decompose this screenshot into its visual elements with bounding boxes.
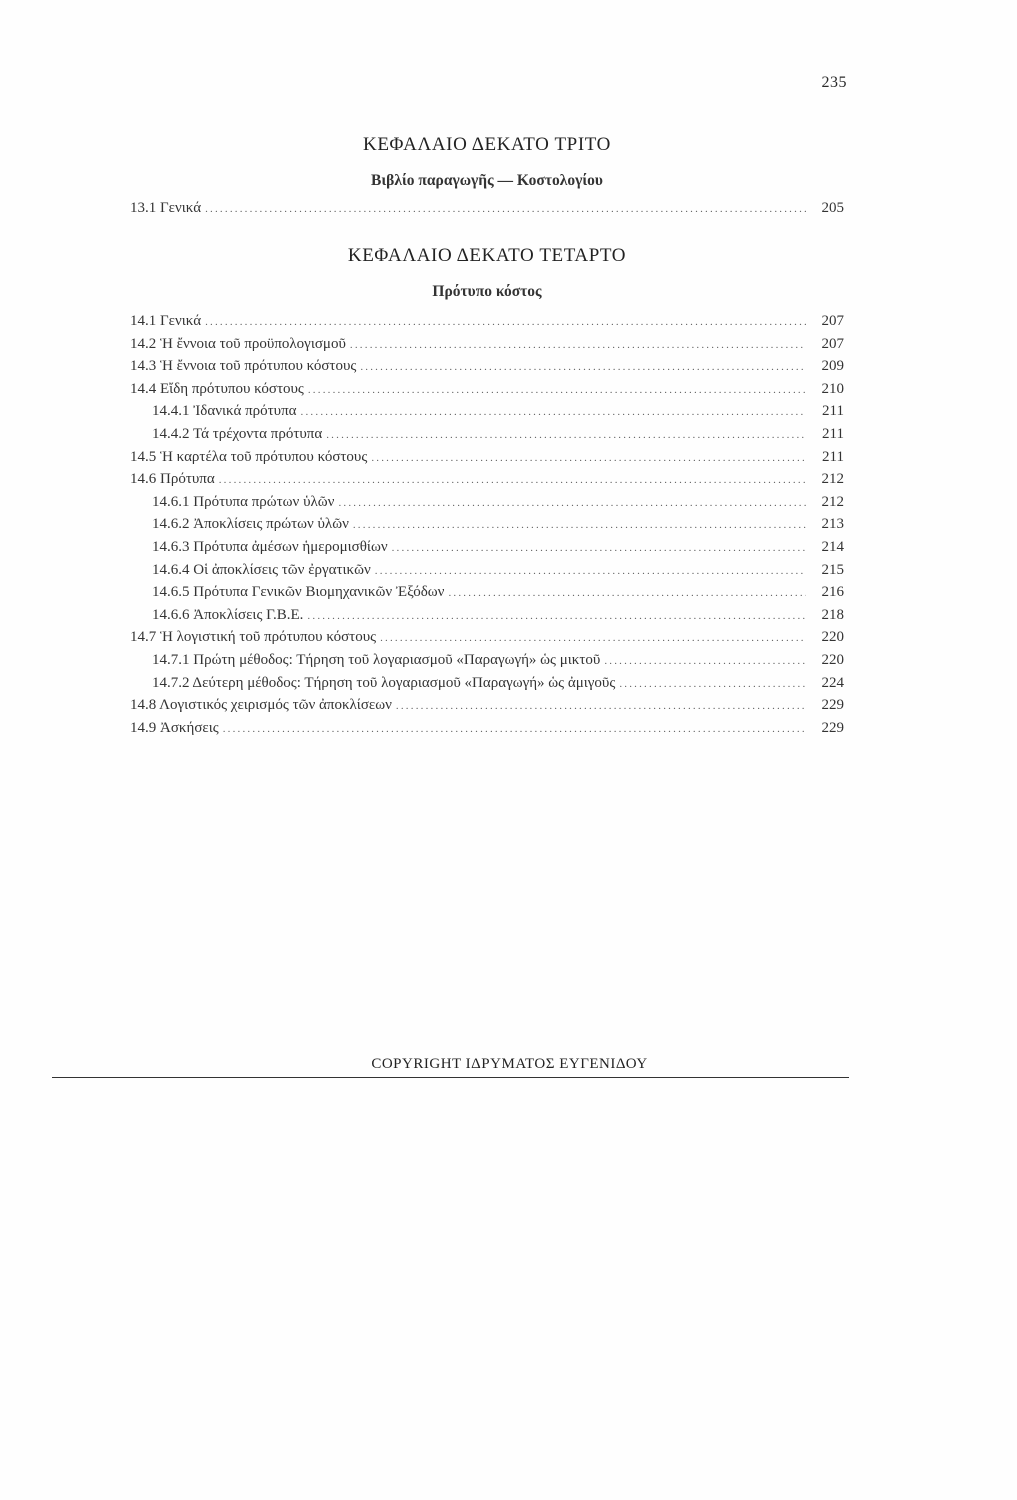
toc-dot-leader: [205, 203, 806, 215]
toc-entry-label: 14.4 Εἴδη πρότυπου κόστους: [130, 380, 304, 397]
toc-dot-leader: [326, 429, 806, 441]
toc-dot-leader: [223, 723, 806, 735]
toc-entry: [130, 675, 844, 698]
chapter-subtitle: Πρότυπο κόστος: [432, 283, 542, 300]
toc-entry-label: 14.2 Ἡ ἔννοια τοῦ προϋπολογισμοῦ: [130, 335, 346, 352]
chapter-14-section: [130, 245, 844, 742]
toc-entry-label: 14.4.2 Τά τρέχοντα πρότυπα: [152, 425, 323, 442]
chapter-title: ΚΕΦΑΛΑΙΟ ΔΕΚΑΤΟ ΤΡΙΤΟ: [363, 134, 611, 155]
toc-dot-leader: [392, 542, 806, 554]
toc-entry-page: 220: [821, 651, 844, 668]
toc-entry-page: 211: [822, 403, 844, 420]
chapter-title: ΚΕΦΑΛΑΙΟ ΔΕΚΑΤΟ ΤΕΤΑΡΤΟ: [347, 245, 627, 266]
toc-entry: [130, 516, 844, 539]
toc-entry: [130, 358, 844, 381]
toc-dot-leader: [350, 339, 806, 351]
toc-dot-leader: [375, 565, 806, 577]
toc-entry: [130, 562, 844, 585]
toc-entry: [130, 426, 844, 449]
toc-entry-page: 210: [821, 380, 844, 397]
toc-entry: [130, 381, 844, 404]
toc-entry: [130, 607, 844, 630]
toc-entry-label: 14.7 Ἡ λογιστική τοῦ πρότυπου κόστους: [130, 629, 377, 646]
toc-entry-label: 14.6.5 Πρότυπα Γενικῶν Βιομηχανικῶν Ἐξόδων: [152, 584, 445, 601]
toc-dot-leader: [380, 632, 806, 644]
toc-entry-page: 224: [821, 674, 844, 691]
toc-dot-leader: [371, 452, 806, 464]
toc-entry-label: 14.9 Ἀσκήσεις: [130, 719, 219, 736]
toc-entry-page: 229: [821, 719, 844, 736]
toc-entry: [130, 403, 844, 426]
toc-entry-page: 218: [821, 606, 844, 623]
toc-entry-label: 14.4.1 Ἰδανικά πρότυπα: [152, 403, 297, 420]
toc-entry: [130, 539, 844, 562]
toc-entry-page: 214: [821, 538, 844, 555]
footer: [52, 1056, 849, 1078]
toc-entry: [130, 449, 844, 472]
toc-entry-label: 14.5 Ἡ καρτέλα τοῦ πρότυπου κόστους: [130, 448, 368, 465]
toc-entry-label: 14.6.3 Πρότυπα ἀμέσων ἡμερομισθίων: [152, 538, 388, 555]
toc-entry-label: 14.6.1 Πρότυπα πρώτων ὑλῶν: [152, 493, 335, 510]
toc-entry-page: 216: [821, 584, 844, 601]
toc-entry-label: 14.3 Ἡ ἔννοια τοῦ πρότυπου κόστους: [130, 358, 357, 375]
page-number: 235: [821, 74, 847, 91]
toc-dot-leader: [338, 497, 806, 509]
toc-entry-label: 14.6.2 Ἀποκλίσεις πρώτων ὑλῶν: [152, 516, 349, 533]
toc-entry-label: 14.7.2 Δεύτερη μέθοδος: Τήρηση τοῦ λογαριασμοῦ «Παραγωγή» ὡς ἀμιγοῦς: [152, 674, 616, 691]
chapter-13-section: [130, 134, 844, 223]
toc-entry: [130, 720, 844, 743]
toc-entry-page: 212: [821, 471, 844, 488]
toc-entry: [130, 629, 844, 652]
toc-list: [130, 313, 844, 742]
footer-rule: [52, 1077, 849, 1078]
toc-list: [130, 200, 844, 223]
toc-entry-page: 211: [822, 448, 844, 465]
toc-dot-leader: [360, 361, 806, 373]
toc-entry-page: 213: [821, 516, 844, 533]
toc-entry: [130, 697, 844, 720]
toc-dot-leader: [619, 678, 806, 690]
toc-entry-label: 13.1 Γενικά: [130, 200, 202, 216]
toc-entry: [130, 494, 844, 517]
toc-entry-page: 220: [821, 629, 844, 646]
toc-entry-page: 205: [821, 200, 844, 216]
toc-entry: [130, 584, 844, 607]
toc-entry-label: 14.6 Πρότυπα: [130, 471, 215, 488]
toc-entry-page: 212: [821, 493, 844, 510]
chapter-subtitle: Βιβλίο παραγωγῆς — Κοστολογίου: [371, 172, 603, 189]
toc-entry-label: 14.1 Γενικά: [130, 313, 202, 329]
toc-entry: [130, 652, 844, 675]
toc-dot-leader: [604, 655, 806, 667]
toc-entry-label: 14.7.1 Πρώτη μέθοδος: Τήρηση τοῦ λογαριασμοῦ «Παραγωγή» ὡς μικτοῦ: [152, 651, 601, 668]
toc-entry-page: 229: [821, 697, 844, 714]
toc-entry-label: 14.6.4 Οἱ ἀποκλίσεις τῶν ἐργατικῶν: [152, 561, 371, 578]
copyright-notice: COPYRIGHT ΙΔΡΥΜΑΤΟΣ ΕΥΓΕΝΙΔΟΥ: [371, 1056, 648, 1072]
toc-dot-leader: [448, 587, 806, 599]
toc-entry: [130, 200, 844, 223]
toc-entry: [130, 471, 844, 494]
toc-dot-leader: [308, 384, 806, 396]
toc-entry: [130, 313, 844, 336]
toc-dot-leader: [219, 474, 806, 486]
toc-entry-label: 14.8 Λογιστικός χειρισμός τῶν ἀποκλίσεων: [130, 697, 392, 714]
toc-entry-page: 207: [821, 313, 844, 329]
toc-dot-leader: [307, 610, 806, 622]
toc-dot-leader: [396, 700, 806, 712]
toc-entry-page: 211: [822, 425, 844, 442]
toc-entry-page: 215: [821, 561, 844, 578]
toc-dot-leader: [353, 519, 806, 531]
toc-entry-label: 14.6.6 Ἀποκλίσεις Γ.Β.Ε.: [152, 606, 304, 623]
toc-dot-leader: [205, 316, 806, 328]
toc-entry-page: 209: [821, 358, 844, 375]
toc-entry-page: 207: [821, 335, 844, 352]
toc-entry: [130, 336, 844, 359]
toc-dot-leader: [301, 406, 806, 418]
